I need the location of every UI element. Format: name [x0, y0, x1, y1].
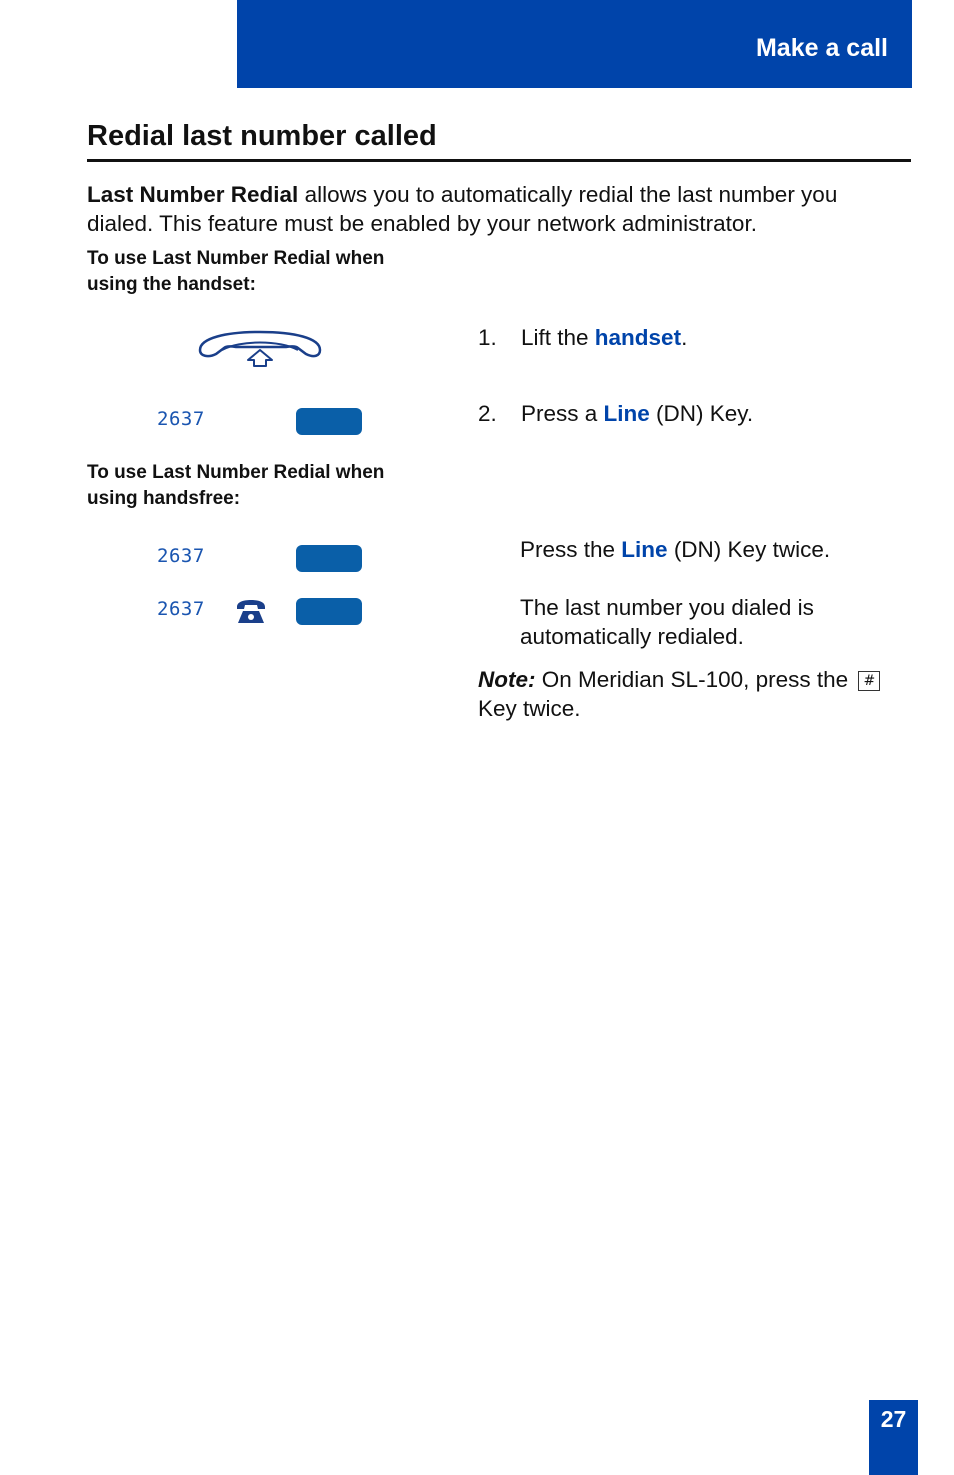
intro-text-line1: allows you to automatically redial the last number you: [298, 182, 838, 207]
step-2: [478, 399, 753, 428]
note-text-end: Key twice.: [478, 696, 581, 721]
line-key-1[interactable]: [296, 545, 362, 572]
step-1-number: 1.: [478, 325, 497, 350]
note-label: Note:: [478, 667, 536, 692]
step-1-key-name: handset: [594, 325, 682, 350]
dn-label-2: 2637: [157, 598, 205, 620]
step-1: [478, 323, 687, 352]
header-title: Make a call: [755, 34, 888, 62]
title-rule: [87, 159, 911, 162]
line-key-2[interactable]: [296, 598, 362, 625]
handsfree-result: [520, 593, 900, 651]
intro-feature-name: Last Number Redial: [87, 182, 299, 207]
phone-icon: [235, 598, 267, 631]
note-paragraph: [478, 665, 898, 723]
handsfree-subhead-line2: using handsfree:: [87, 488, 241, 509]
handsfree-instruction-text: Press the: [520, 537, 622, 562]
step-2-number: 2.: [478, 401, 497, 426]
step-2-suffix: (DN) Key.: [649, 401, 754, 426]
step-1-suffix: .: [681, 325, 688, 350]
intro-paragraph: [87, 180, 887, 238]
header-bar: [237, 0, 912, 88]
dn-label-1: 2637: [157, 545, 205, 567]
handsfree-result-line2: automatically redialed.: [520, 624, 744, 649]
handsfree-subhead-line1: To use Last Number Redial when: [87, 462, 385, 483]
note-text: On Meridian SL-100, press the: [535, 667, 855, 692]
handsfree-instruction: [520, 535, 900, 564]
handset-subhead: [87, 246, 417, 298]
step-2-text: Press a: [521, 401, 604, 426]
handsfree-subhead: [87, 460, 417, 512]
dn-label: 2637: [157, 408, 205, 430]
intro-text-line2: dialed. This feature must be enabled by your network administrator.: [87, 211, 757, 236]
hash-key-icon: #: [858, 671, 880, 691]
handsfree-key-name: Line: [621, 537, 668, 562]
handset-subhead-line1: To use Last Number Redial when: [87, 248, 385, 269]
section-title: Redial last number called: [87, 120, 437, 152]
step-1-text: Lift the: [521, 325, 595, 350]
page-number-box: [869, 1400, 918, 1475]
handsfree-result-line1: The last number you dialed is: [520, 595, 814, 620]
handsfree-instruction-suffix: (DN) Key twice.: [667, 537, 831, 562]
handset-subhead-line2: using the handset:: [87, 274, 256, 295]
handset-icon: [196, 328, 326, 375]
page-number: 27: [880, 1406, 907, 1432]
step-2-key-name: Line: [603, 401, 650, 426]
line-key[interactable]: [296, 408, 362, 435]
